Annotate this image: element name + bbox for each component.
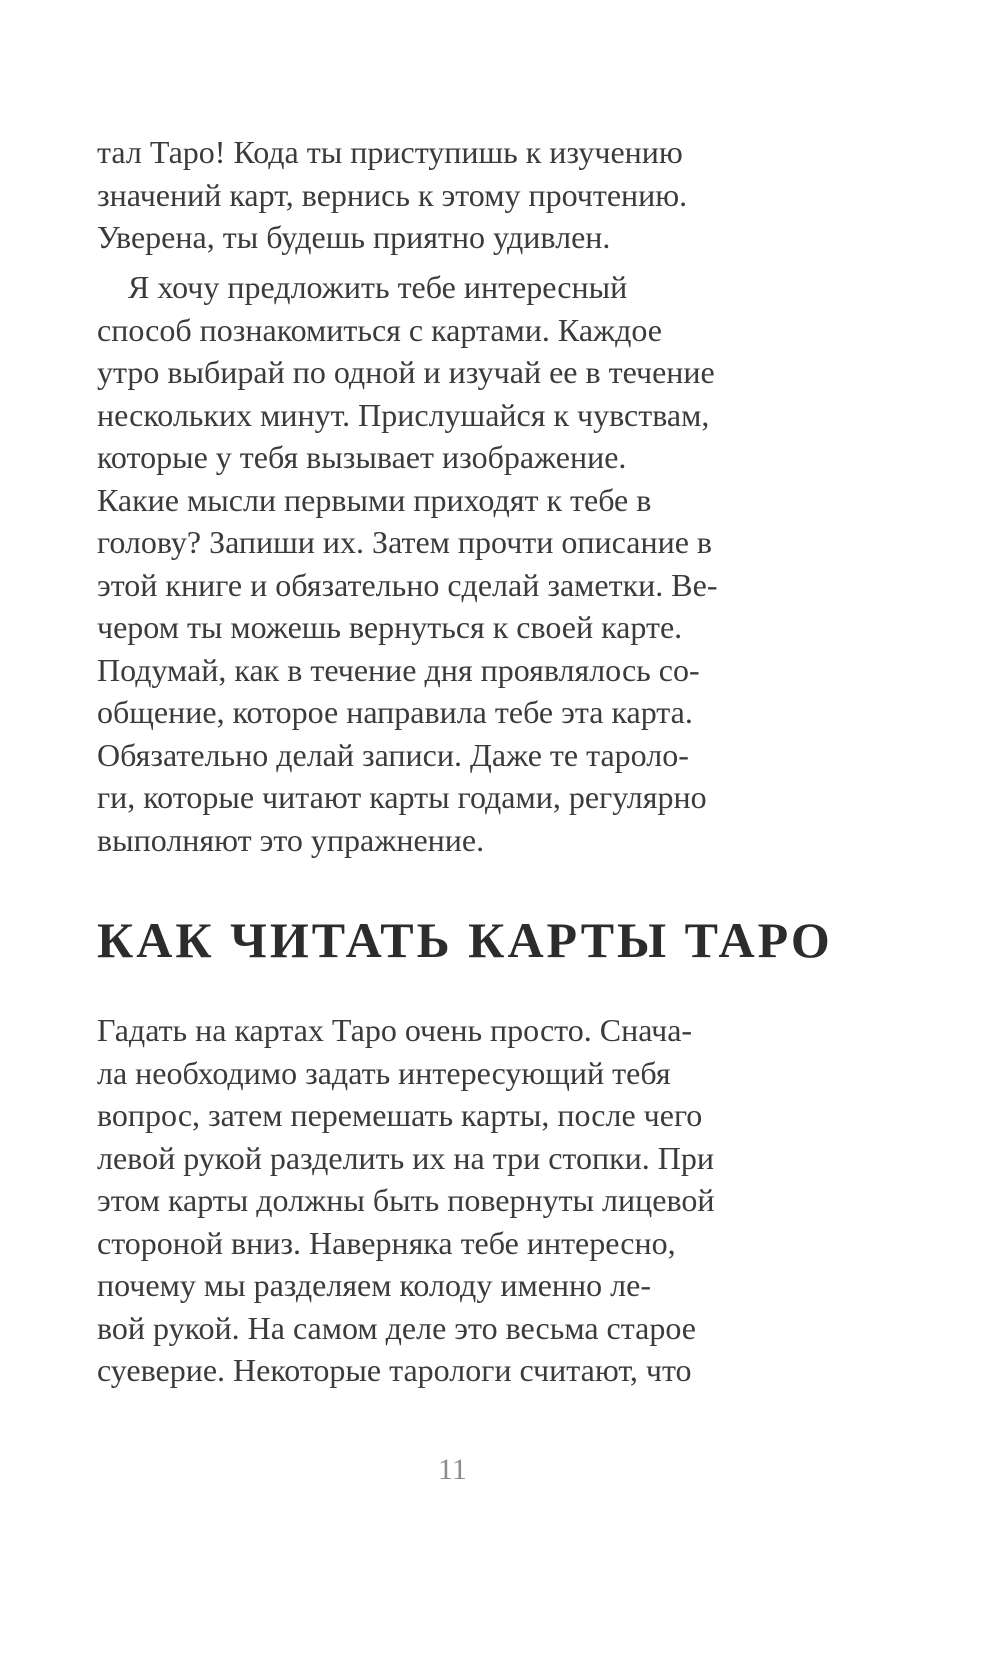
text-line: этом карты должны быть повернуты лицевой [97,1182,715,1218]
text-line: вопрос, затем перемешать карты, после чего [97,1097,703,1133]
text-line: вой рукой. На самом деле это весьма старое [97,1309,696,1346]
text-line: этой книге и обязательно сделай заметки. Ве- [97,566,718,603]
text-line: почему мы разделяем колоду именно ле- [97,1267,651,1303]
text-line: ла необходимо задать интересующий тебя [97,1054,671,1091]
text-line: суеверие. Некоторые тарологи считают, что [97,1352,692,1388]
text-line: нескольких минут. Прислушайся к чувствам, [97,396,710,433]
paragraph-card-study [97,266,857,861]
section-heading: КАК ЧИТАТЬ КАРТЫ ТАРО [97,912,833,968]
text-line: Гадать на картах Таро очень просто. Снача- [97,1012,693,1048]
text-line: значений карт, вернись к этому прочтению. [97,176,688,213]
text-line: Обязательно делай записи. Даже те тароло- [97,736,689,773]
paragraph-continued [97,131,857,259]
text-line: которые у тебя вызывает изображение. [97,439,627,475]
text-line: левой рукой разделить их на три стопки. При [97,1139,714,1176]
text-line: общение, которое направила тебе эта карта. [97,694,693,730]
text-line: способ познакомиться с картами. Каждое [97,311,662,348]
text-line: Подумай, как в течение дня проявлялось со- [97,651,700,688]
text-line: Я хочу предложить тебе интересный [128,269,628,305]
text-line: стороной вниз. Наверняка тебе интересно, [97,1224,676,1261]
text-line: Какие мысли первыми приходят к тебе в [97,481,652,518]
text-line: тал Таро! Кода ты приступишь к изучению [97,134,683,170]
text-line: чером ты можешь вернуться к своей карте. [97,609,683,645]
page-number: 11 [438,1453,467,1486]
text-line: голову? Запиши их. Затем прочти описание в [97,524,712,560]
text-line: Уверена, ты будешь приятно удивлен. [97,219,611,255]
paragraph-how-to-read [97,1009,857,1392]
text-line: ги, которые читают карты годами, регулярно [97,779,707,815]
text-line: утро выбирай по одной и изучай ее в течение [97,354,715,390]
text-line: выполняют это упражнение. [97,821,485,858]
